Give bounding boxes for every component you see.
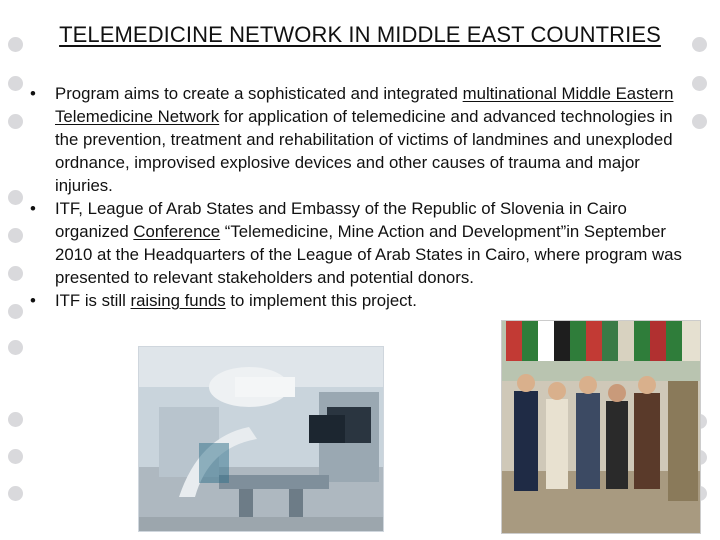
decor-dot [8, 114, 23, 129]
bullet-list [30, 82, 690, 312]
bullet-text: for application of telemedicine and advanced technologies in the prevention, treatment and rehabilitation of victims of landmines and unexploded ordnance, improvised explosive devices and other causes of trauma and major injuries. [55, 107, 673, 195]
decor-dot [8, 228, 23, 243]
bullet-text: ITF is still [55, 291, 131, 310]
decor-dot [8, 412, 23, 427]
decor-dot [692, 114, 707, 129]
left-dot-column [8, 0, 28, 540]
decor-dot [8, 76, 23, 91]
decor-dot [8, 190, 23, 205]
bullet-text: “Telemedicine, Mine Action and Development”in September 2010 at the Headquarters of the League of Arab States in Cairo, where program was presented to relevant stakeholders and potential donors. [55, 222, 682, 287]
conference-link[interactable]: Conference [133, 222, 221, 241]
bullet-text: Program aims to create a sophisticated and integrated [55, 84, 463, 103]
decor-dot [8, 340, 23, 355]
conference-photo [501, 320, 701, 534]
decor-dot [8, 449, 23, 464]
operating-room-photo [138, 346, 384, 532]
decor-dot [8, 486, 23, 501]
decor-dot [692, 76, 707, 91]
decor-dot [8, 304, 23, 319]
decor-dot [8, 266, 23, 281]
bullet-item [30, 289, 690, 312]
slide-title: TELEMEDICINE NETWORK IN MIDDLE EAST COUNTRIES [59, 22, 661, 47]
bullet-text: to implement this project. [225, 291, 417, 310]
bullet-item [30, 197, 690, 289]
bullet-text: ITF, League of Arab States and Embassy of the Republic of Slovenia in Cairo organized [55, 199, 627, 241]
network-link[interactable]: multinational Middle Eastern Telemedicine Network [55, 84, 674, 126]
raising-funds-link[interactable]: raising funds [130, 291, 226, 310]
bullet-item [30, 82, 690, 197]
